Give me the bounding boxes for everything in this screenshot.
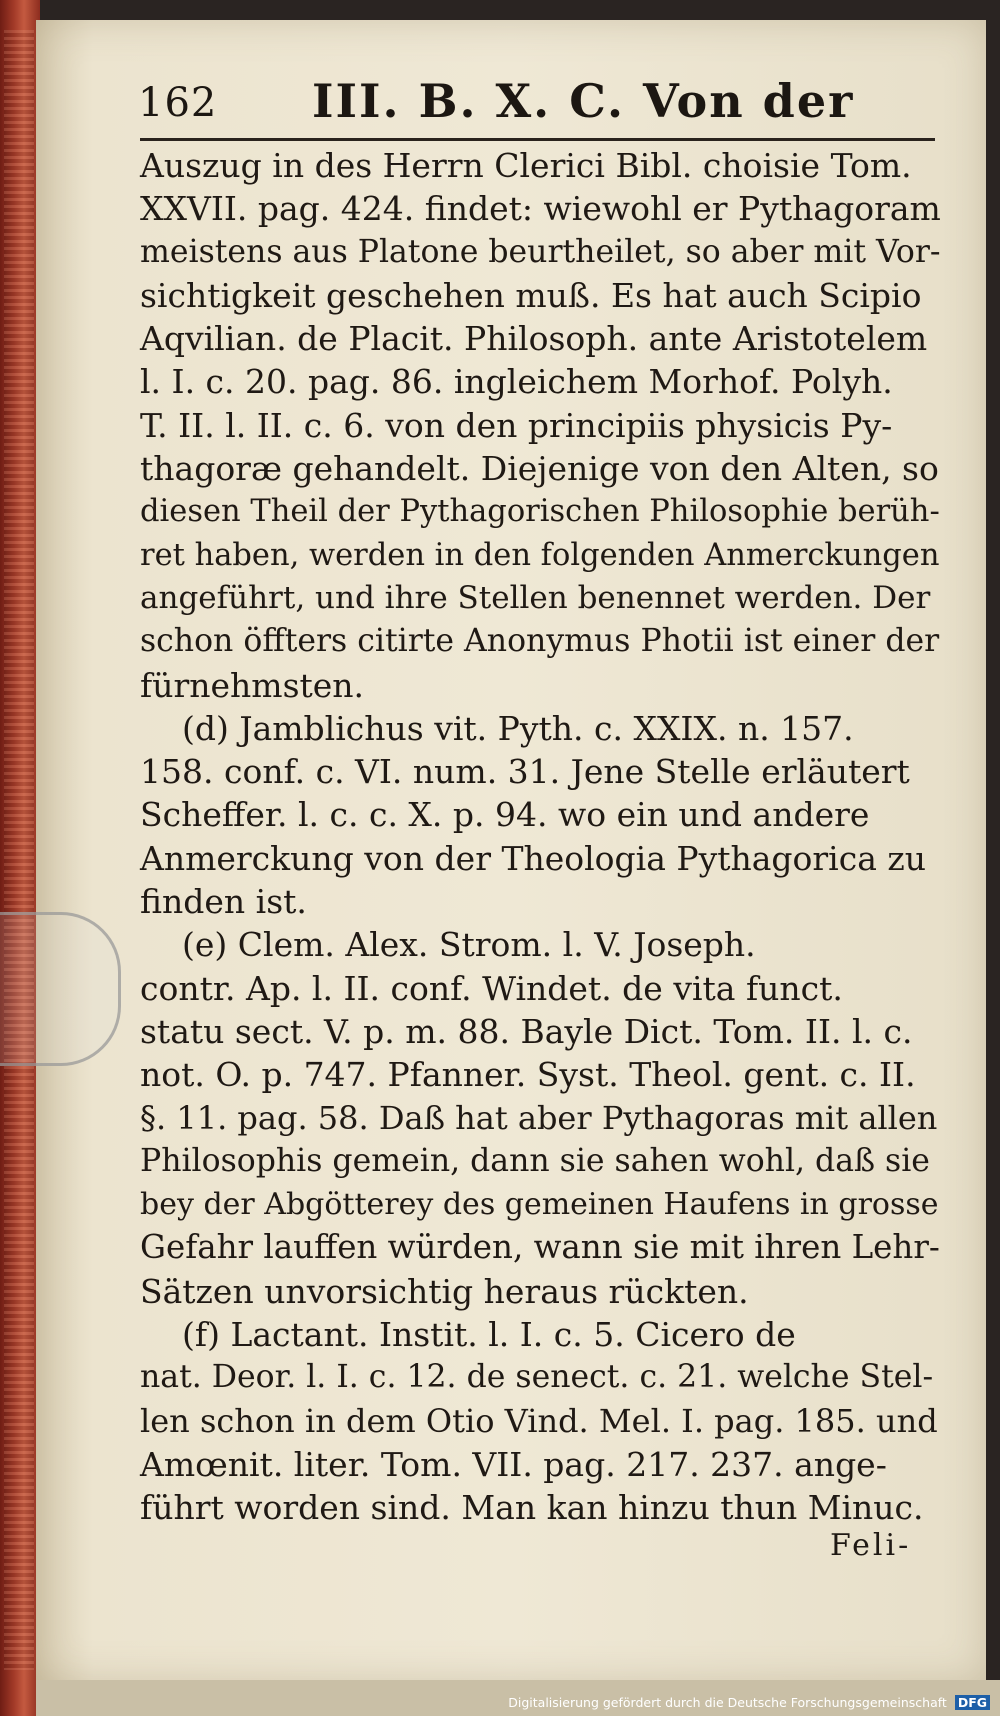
- footnote-e-start: (e) Clem. Alex. Strom. l. V. Joseph.: [182, 925, 756, 965]
- text-line: finden ist.: [140, 882, 307, 922]
- running-head: III. B. X. C. Von der: [312, 74, 855, 128]
- dfg-logo: DFG: [955, 1695, 990, 1710]
- text-line: thagoræ gehandelt. Diejenige von den Alten, so: [140, 449, 939, 489]
- text-line: §. 11. pag. 58. Daß hat aber Pythagoras mit allen: [140, 1098, 938, 1137]
- page-edge-texture: [4, 30, 34, 1670]
- text-line: not. O. p. 747. Pfanner. Syst. Theol. gent. c. II.: [140, 1055, 916, 1095]
- page-header: [138, 74, 938, 134]
- text-line: 158. conf. c. VI. num. 31. Jene Stelle erläutert: [140, 752, 910, 792]
- catchword: Feli-: [830, 1528, 912, 1563]
- text-line: angeführt, und ihre Stellen benennet werden. Der: [140, 579, 931, 616]
- text-line: ret haben, werden in den folgenden Anmerckungen: [140, 537, 940, 573]
- text-line: Sätzen unvorsichtig heraus rückten.: [140, 1271, 749, 1311]
- text-line: XXVII. pag. 424. findet: wiewohl er Pythagoram: [140, 189, 941, 229]
- text-line: sichtigkeit geschehen muß. Es hat auch Scipio: [140, 275, 922, 315]
- text-line: statu sect. V. p. m. 88. Bayle Dict. Tom. II. l. c.: [140, 1011, 913, 1051]
- text-line: führt worden sind. Man kan hinzu thun Minuc.: [140, 1488, 924, 1528]
- text-line: bey der Abgötterey des gemeinen Haufens in grosse: [140, 1187, 939, 1223]
- text-line: nat. Deor. l. I. c. 12. de senect. c. 21. welche Stel-: [140, 1359, 934, 1396]
- text-line: Auszug in des Herrn Clerici Bibl. choisie Tom.: [140, 146, 912, 185]
- text-line: Amœnit. liter. Tom. VII. pag. 217. 237. ange-: [140, 1444, 887, 1484]
- text-line: Gefahr lauffen würden, wann sie mit ihren Lehr-: [140, 1228, 940, 1267]
- footnote-d-start: (d) Jamblichus vit. Pyth. c. XXIX. n. 157.: [182, 708, 854, 748]
- digitization-credit: [508, 1695, 990, 1710]
- credit-text: Digitalisierung gefördert durch die Deutsche Forschungsgemeinschaft: [508, 1695, 947, 1710]
- text-line: contr. Ap. l. II. conf. Windet. de vita funct.: [140, 968, 843, 1008]
- footnote-f-start: (f) Lactant. Instit. l. I. c. 5. Cicero de: [182, 1315, 796, 1355]
- text-line: Philosophis gemein, dann sie sahen wohl, daß sie: [140, 1142, 930, 1179]
- text-line: Aqvilian. de Placit. Philosoph. ante Aristotelem: [140, 319, 928, 359]
- text-line: T. II. l. II. c. 6. von den principiis physicis Py-: [140, 405, 893, 445]
- header-rule: [140, 138, 935, 141]
- scan-clip: [0, 912, 121, 1066]
- text-line: Scheffer. l. c. c. X. p. 94. wo ein und andere: [140, 795, 870, 835]
- text-line: diesen Theil der Pythagorischen Philosophie berüh-: [140, 494, 940, 530]
- text-line: Anmerckung von der Theologia Pythagorica zu: [140, 838, 927, 878]
- text-line: len schon in dem Otio Vind. Mel. I. pag. 185. und: [140, 1401, 938, 1440]
- text-line: fürnehmsten.: [140, 665, 365, 705]
- text-line: meistens aus Platone beurtheilet, so aber mit Vor-: [140, 233, 941, 270]
- page-number: 162: [138, 80, 218, 126]
- text-line: l. I. c. 20. pag. 86. ingleichem Morhof. Polyh.: [140, 362, 893, 402]
- text-line: schon öffters citirte Anonymus Photii ist einer der: [140, 623, 940, 660]
- body-text: [140, 144, 940, 1530]
- book-edge: [0, 0, 40, 1716]
